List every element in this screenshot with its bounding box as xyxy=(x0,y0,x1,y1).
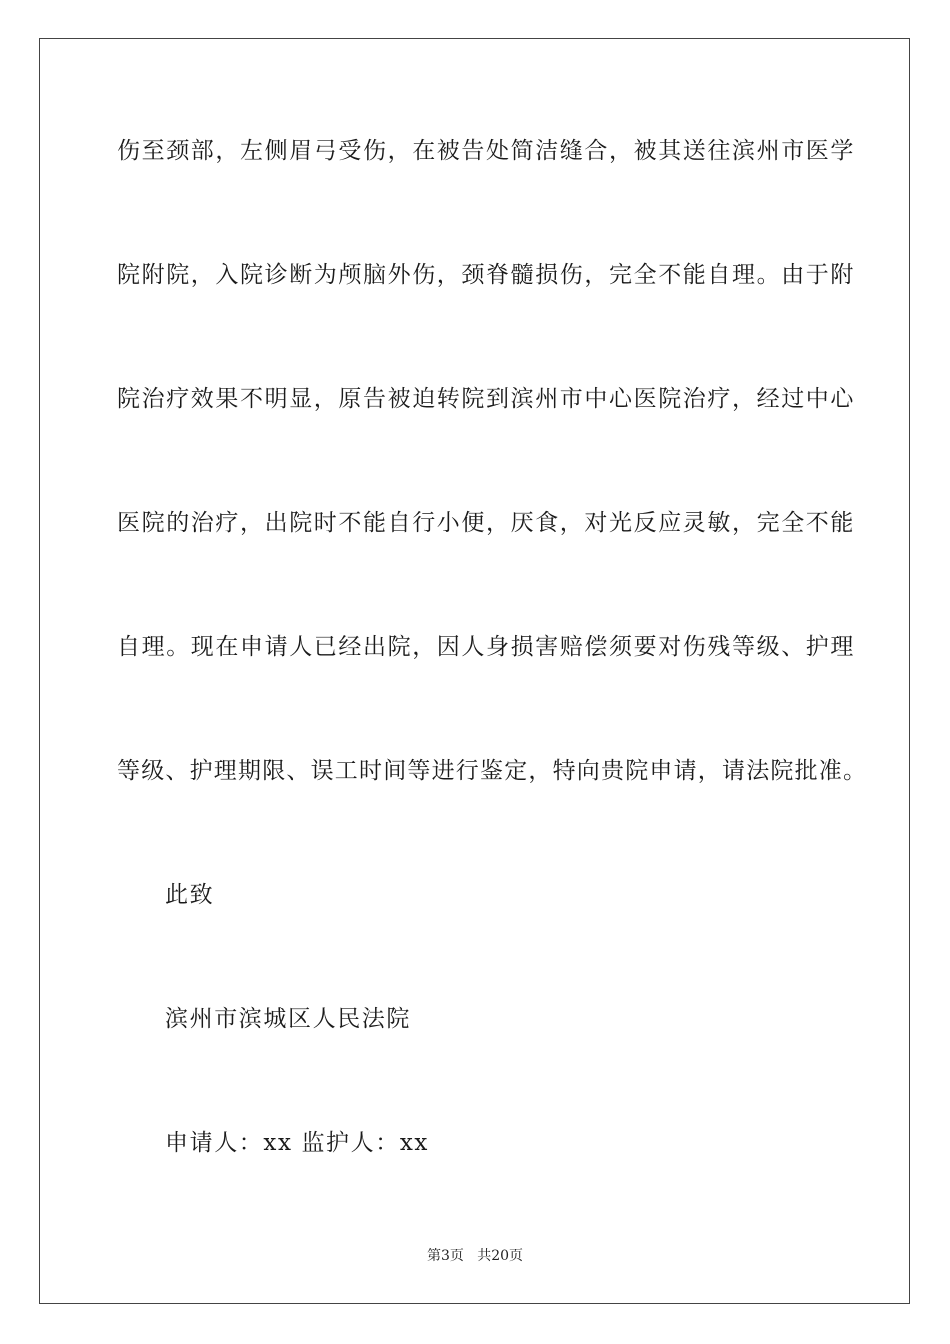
signature-line: 申请人：xx 监护人：xx xyxy=(165,1130,429,1156)
salutation: 此致 xyxy=(165,882,215,908)
page-footer: 第3页 共20页 xyxy=(426,1248,524,1264)
paragraph-line: 伤至颈部，左侧眉弓受伤，在被告处简洁缝合，被其送往滨州市医学 xyxy=(117,138,855,164)
paragraph-line: 院治疗效果不明显，原告被迫转院到滨州市中心医院治疗，经过中心 xyxy=(117,386,855,412)
paragraph-line: 院附院，入院诊断为颅脑外伤，颈脊髓损伤，完全不能自理。由于附 xyxy=(117,262,855,288)
paragraph-line: 自理。现在申请人已经出院，因人身损害赔偿须要对伤残等级、护理 xyxy=(117,634,855,660)
page-border xyxy=(39,38,910,1304)
paragraph-line: 等级、护理期限、误工时间等进行鉴定，特向贵院申请，请法院批准。 xyxy=(117,758,868,784)
paragraph-line: 医院的治疗，出院时不能自行小便，厌食，对光反应灵敏，完全不能 xyxy=(117,510,855,536)
recipient: 滨州市滨城区人民法院 xyxy=(165,1006,411,1032)
